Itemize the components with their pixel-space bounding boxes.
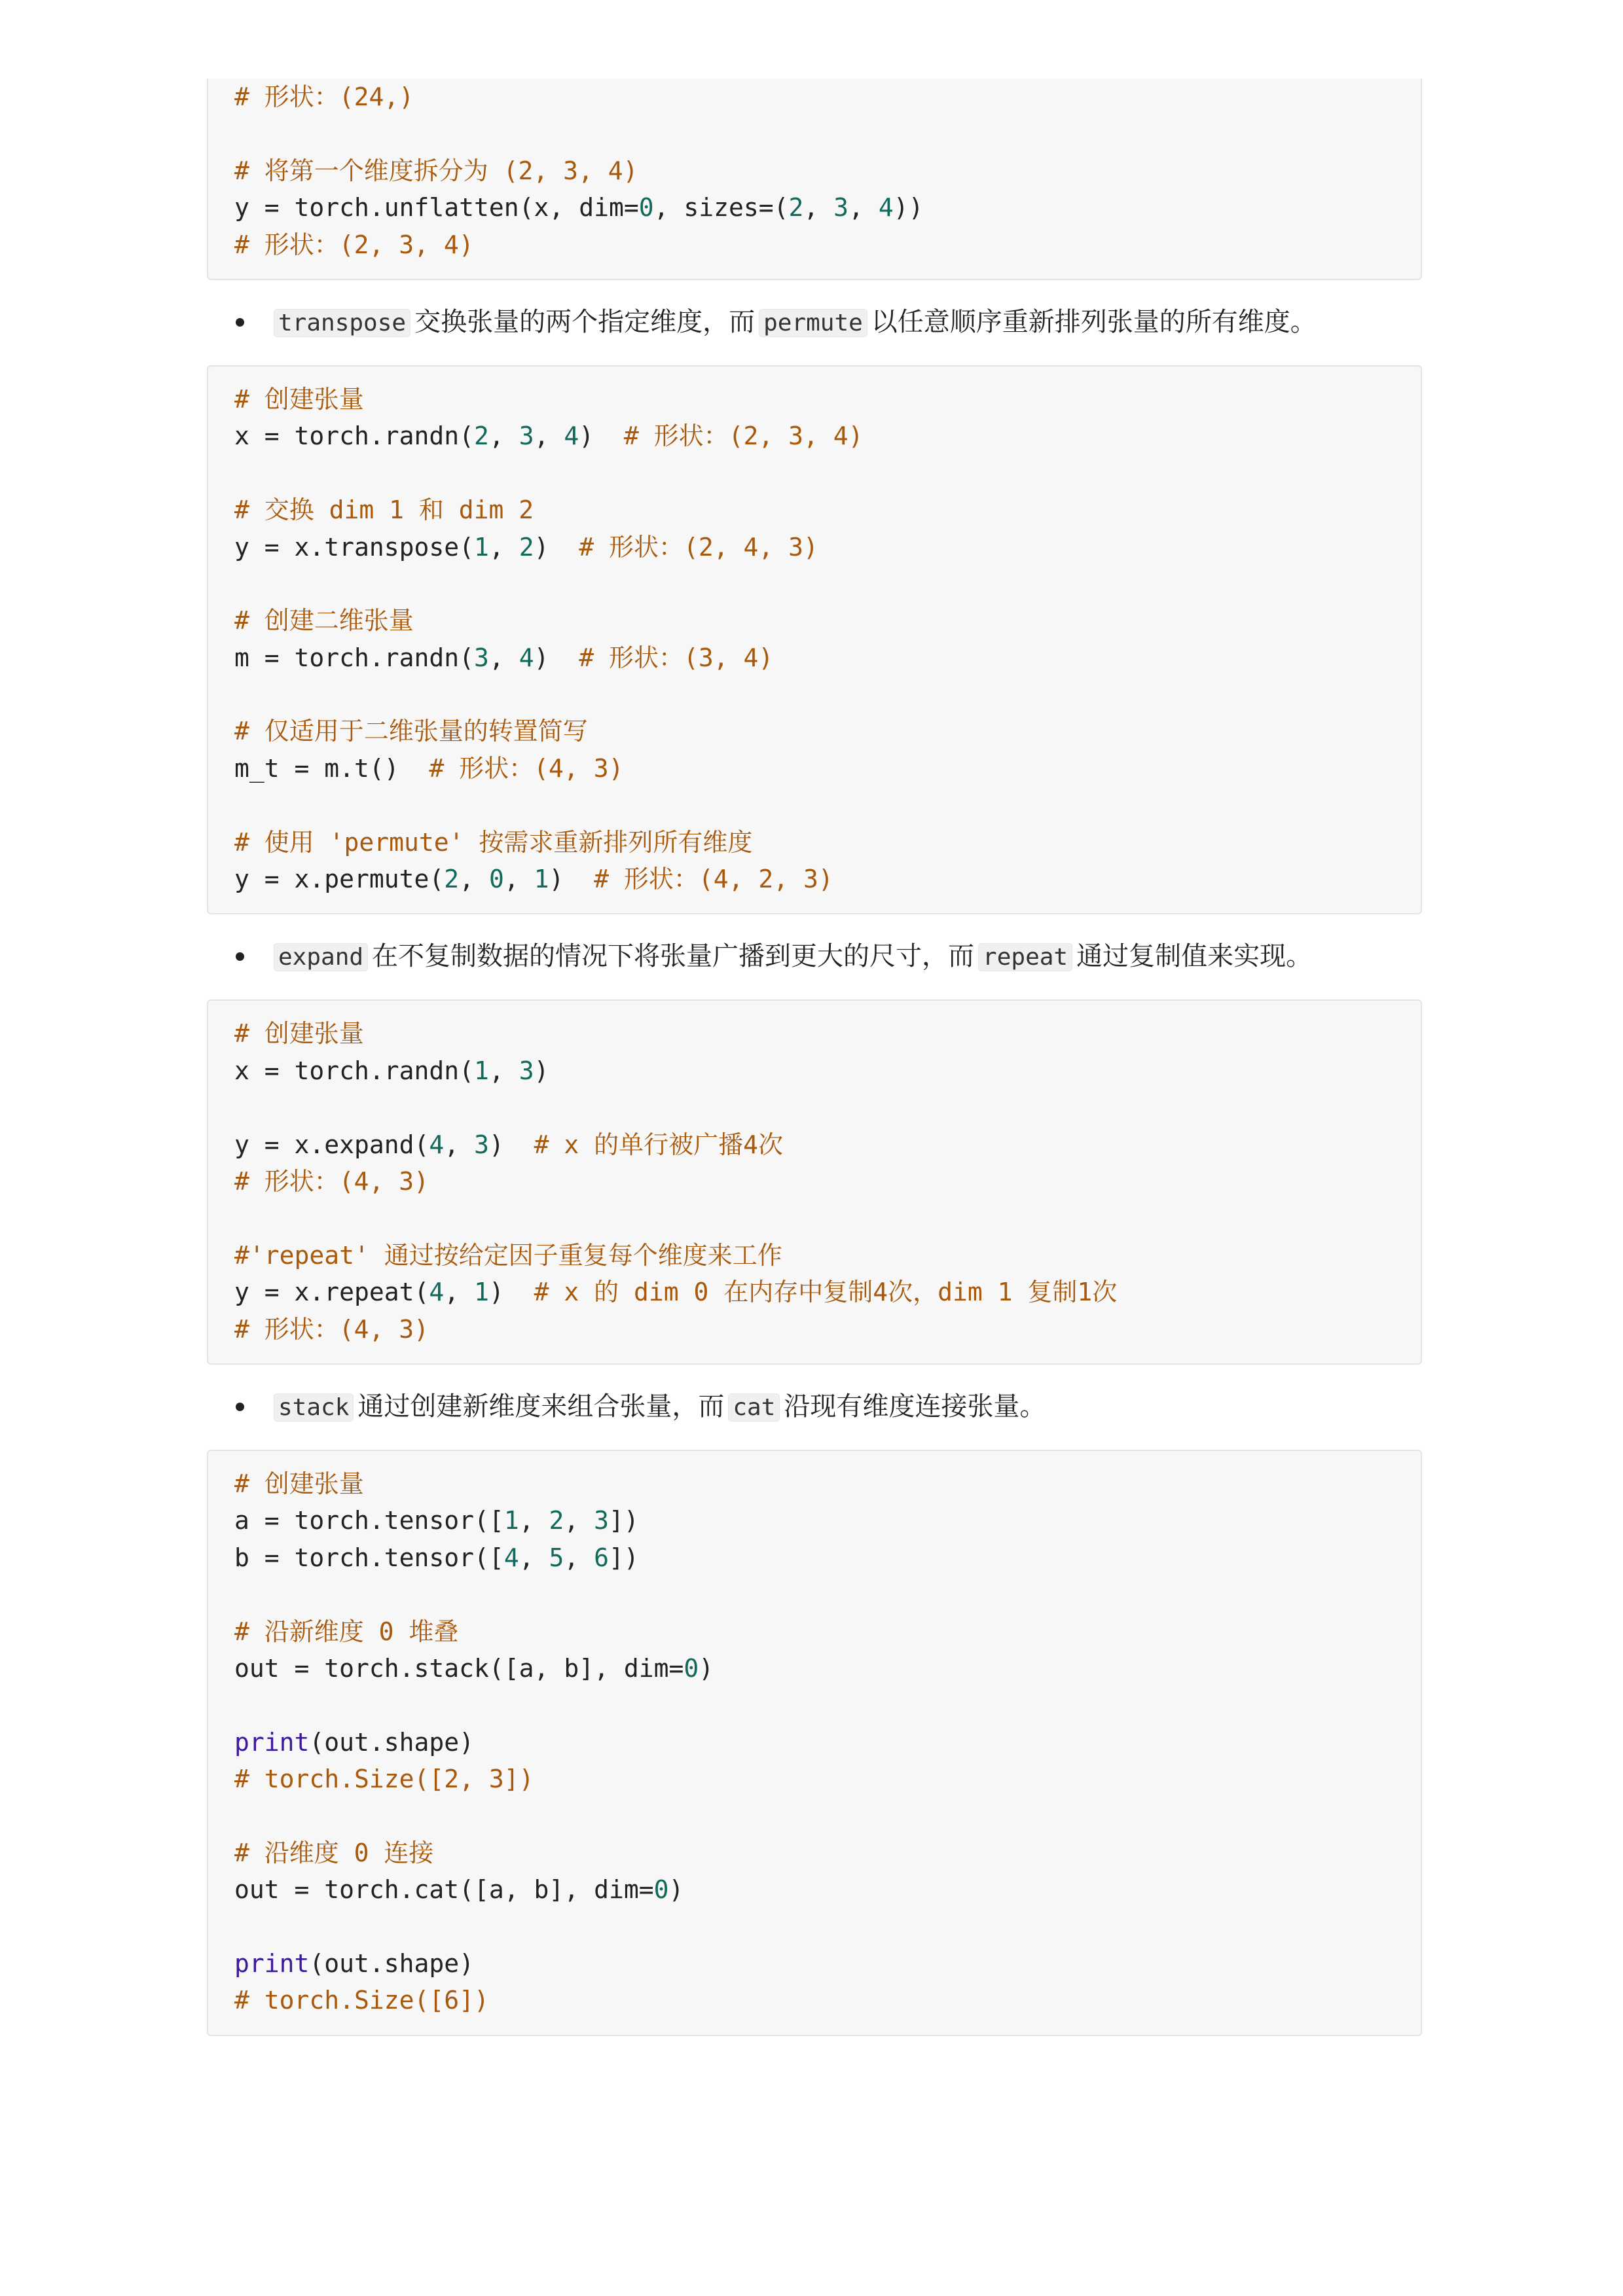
- code-text: ): [534, 1056, 549, 1085]
- code-number: 3: [519, 422, 534, 451]
- code-line: [234, 824, 1395, 861]
- code-comment: # x 的 dim 0 在内存中复制4次，dim 1 复制1次: [534, 1278, 1118, 1307]
- code-text: ): [488, 1278, 534, 1307]
- code-comment: # torch.Size([2, 3]): [234, 1765, 534, 1794]
- bullet-dot-icon: [236, 318, 244, 327]
- code-number: 6: [594, 1543, 610, 1572]
- code-text: y = x.expand(: [234, 1130, 429, 1159]
- code-line: [234, 639, 1395, 676]
- code-line: [234, 1909, 1395, 1945]
- code-comment: # 形状：(4, 3): [234, 1314, 429, 1344]
- code-line: [234, 1539, 1395, 1576]
- inline-code: repeat: [978, 943, 1072, 971]
- code-number: 3: [833, 193, 849, 223]
- code-comment: # 形状：(3, 4): [579, 643, 774, 672]
- code-line: [234, 418, 1395, 454]
- code-line: [234, 1502, 1395, 1539]
- code-line: [234, 1576, 1395, 1613]
- code-text: out = torch.stack([a, b], dim=: [234, 1653, 684, 1683]
- code-text: ]): [609, 1543, 639, 1572]
- code-number: 3: [519, 1056, 534, 1085]
- code-line: [234, 1982, 1395, 2018]
- code-line: [234, 79, 1395, 115]
- code-comment: # x 的单行被广播4次: [534, 1130, 783, 1159]
- code-number: 2: [474, 422, 489, 451]
- code-line: [234, 1015, 1395, 1052]
- code-line: [234, 713, 1395, 749]
- code-text: ,: [488, 643, 519, 672]
- code-text: ,: [564, 1506, 594, 1535]
- code-number: 3: [474, 1130, 489, 1159]
- bullet-dot-icon: [236, 1403, 244, 1411]
- code-block: [207, 999, 1422, 1365]
- code-text: ): [549, 865, 594, 894]
- code-line: [234, 787, 1395, 823]
- bullet-text: 通过复制值来实现。: [1076, 941, 1313, 972]
- code-comment: # 仅适用于二维张量的转置简写: [234, 717, 588, 746]
- bullet-text: 通过创建新维度来组合张量，而: [357, 1391, 725, 1422]
- code-line: [234, 1089, 1395, 1126]
- document-page: [207, 79, 1422, 2036]
- code-text: ): [579, 422, 624, 451]
- code-text: ): [668, 1875, 684, 1905]
- code-line: [234, 1274, 1395, 1310]
- code-comment: # 将第一个维度拆分为 (2, 3, 4): [234, 156, 638, 185]
- code-line: [234, 602, 1395, 639]
- code-line: [234, 529, 1395, 565]
- bullet-text: 交换张量的两个指定维度，而: [414, 306, 756, 337]
- code-comment: #'repeat' 通过按给定因子重复每个维度来工作: [234, 1240, 782, 1270]
- code-line: [234, 455, 1395, 492]
- code-line: [234, 1687, 1395, 1723]
- code-comment: # 形状：(4, 2, 3): [594, 865, 833, 894]
- code-text: ): [534, 643, 579, 672]
- code-line: [234, 1237, 1395, 1274]
- code-number: 4: [503, 1543, 519, 1572]
- code-text: ,: [488, 422, 519, 451]
- code-line: [234, 1311, 1395, 1348]
- inline-code: cat: [728, 1393, 780, 1422]
- code-text: x = torch.randn(: [234, 422, 475, 451]
- code-line: [234, 861, 1395, 897]
- code-text: , sizes=(: [653, 193, 789, 223]
- code-number: 2: [788, 193, 804, 223]
- code-text: x = torch.randn(: [234, 1056, 475, 1085]
- code-line: [234, 189, 1395, 226]
- code-number: 0: [653, 1875, 669, 1905]
- code-comment: # 形状：(24,): [234, 82, 414, 111]
- code-block: [207, 1450, 1422, 2036]
- code-text: ,: [444, 1130, 475, 1159]
- code-comment: # 使用 'permute' 按需求重新排列所有维度: [234, 827, 753, 857]
- code-text: y = x.transpose(: [234, 532, 475, 562]
- code-number: 2: [549, 1506, 564, 1535]
- code-text: (out.shape): [309, 1727, 475, 1757]
- code-line: [234, 750, 1395, 787]
- code-text: ,: [503, 865, 534, 894]
- code-text: ,: [488, 1056, 519, 1085]
- code-text: ,: [534, 422, 564, 451]
- code-comment: # 创建张量: [234, 1469, 364, 1498]
- code-text: (out.shape): [309, 1949, 475, 1979]
- code-keyword: print: [234, 1727, 310, 1757]
- code-line: [234, 1200, 1395, 1236]
- code-number: 3: [594, 1506, 610, 1535]
- code-comment: # 形状：(4, 3): [234, 1166, 429, 1196]
- code-number: 1: [503, 1506, 519, 1535]
- code-block: [207, 79, 1422, 280]
- code-text: ,: [803, 193, 834, 223]
- code-text: a = torch.tensor([: [234, 1506, 504, 1535]
- code-number: 2: [519, 532, 534, 562]
- code-comment: # 形状：(4, 3): [429, 753, 624, 783]
- code-text: ): [534, 532, 579, 562]
- code-text: ]): [609, 1506, 639, 1535]
- code-text: m_t = m.t(): [234, 753, 429, 783]
- code-line: [234, 1650, 1395, 1687]
- code-line: [234, 1052, 1395, 1089]
- code-comment: # 沿维度 0 连接: [234, 1838, 434, 1867]
- code-number: 4: [519, 643, 534, 672]
- code-text: y = x.repeat(: [234, 1278, 429, 1307]
- code-number: 5: [549, 1543, 564, 1572]
- code-comment: # 形状：(2, 4, 3): [579, 532, 818, 562]
- code-line: [234, 1613, 1395, 1650]
- code-comment: # 形状：(2, 3, 4): [234, 230, 474, 259]
- bullet-item: [207, 302, 1422, 343]
- code-text: ,: [564, 1543, 594, 1572]
- code-text: ,: [444, 1278, 475, 1307]
- code-number: 2: [444, 865, 460, 894]
- inline-code: permute: [759, 309, 867, 337]
- code-number: 1: [534, 865, 549, 894]
- code-text: y = torch.unflatten(x, dim=: [234, 193, 639, 223]
- code-text: ): [699, 1653, 714, 1683]
- inline-code: expand: [274, 943, 368, 971]
- code-comment: # 创建二维张量: [234, 606, 414, 636]
- code-text: out = torch.cat([a, b], dim=: [234, 1875, 654, 1905]
- code-line: [234, 492, 1395, 528]
- code-line: [234, 1163, 1395, 1200]
- code-line: [234, 152, 1395, 189]
- code-number: 4: [564, 422, 579, 451]
- code-line: [234, 115, 1395, 152]
- code-line: [234, 1761, 1395, 1797]
- code-text: ,: [488, 532, 519, 562]
- code-comment: # 创建张量: [234, 384, 364, 414]
- code-line: [234, 226, 1395, 263]
- code-line: [234, 1126, 1395, 1163]
- inline-code: transpose: [274, 309, 410, 337]
- code-keyword: print: [234, 1949, 310, 1979]
- code-number: 0: [638, 193, 654, 223]
- code-text: ): [488, 1130, 534, 1159]
- code-text: m = torch.randn(: [234, 643, 475, 672]
- code-text: y = x.permute(: [234, 865, 445, 894]
- code-number: 1: [474, 1056, 489, 1085]
- code-line: [234, 676, 1395, 713]
- inline-code: stack: [274, 1393, 354, 1422]
- code-number: 4: [878, 193, 894, 223]
- code-line: [234, 1871, 1395, 1908]
- code-number: 0: [684, 1653, 699, 1683]
- code-line: [234, 1835, 1395, 1871]
- code-comment: # 沿新维度 0 堆叠: [234, 1617, 459, 1646]
- code-number: 0: [488, 865, 504, 894]
- code-number: 1: [474, 1278, 489, 1307]
- code-line: [234, 1724, 1395, 1761]
- bullet-text: 沿现有维度连接张量。: [784, 1391, 1046, 1422]
- bullet-item: [207, 1387, 1422, 1427]
- code-line: [234, 1797, 1395, 1834]
- code-comment: # 创建张量: [234, 1019, 364, 1049]
- code-text: ,: [519, 1506, 549, 1535]
- code-text: ,: [519, 1543, 549, 1572]
- code-comment: # torch.Size([6]): [234, 1986, 489, 2015]
- bullet-text: 以任意顺序重新排列张量的所有维度。: [871, 306, 1317, 337]
- code-number: 4: [429, 1130, 445, 1159]
- code-comment: # 交换 dim 1 和 dim 2: [234, 495, 534, 525]
- code-line: [234, 565, 1395, 602]
- code-number: 3: [474, 643, 489, 672]
- code-text: b = torch.tensor([: [234, 1543, 504, 1572]
- code-text: ,: [848, 193, 879, 223]
- bullet-text: 在不复制数据的情况下将张量广播到更大的尺寸，而: [372, 941, 975, 972]
- code-block: [207, 365, 1422, 914]
- code-text: )): [893, 193, 924, 223]
- code-line: [234, 1465, 1395, 1502]
- code-line: [234, 1945, 1395, 1982]
- code-line: [234, 381, 1395, 418]
- bullet-dot-icon: [236, 952, 244, 961]
- code-text: ,: [459, 865, 489, 894]
- code-number: 4: [429, 1278, 445, 1307]
- code-number: 1: [474, 532, 489, 562]
- code-comment: # 形状：(2, 3, 4): [623, 422, 864, 451]
- bullet-item: [207, 937, 1422, 977]
